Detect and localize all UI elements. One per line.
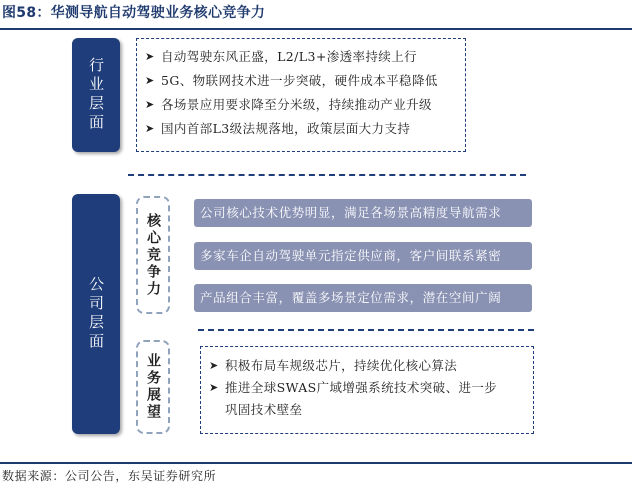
industry-point [145, 93, 457, 117]
industry-point [145, 69, 457, 93]
industry-point-text: 5G、物联网技术进一步突破，硬件成本平稳降低 [161, 73, 438, 88]
core-competitiveness-label: 核心竞争力 [136, 196, 170, 314]
arrow-bullet-icon: ➤ [209, 359, 219, 372]
arrow-bullet-icon: ➤ [145, 122, 155, 135]
core-strength-bar: 产品组合丰富，覆盖多场景定位需求，潜在空间广阔 [194, 284, 532, 312]
top-rule [0, 28, 632, 30]
bottom-rule [0, 462, 632, 464]
arrow-bullet-icon: ➤ [145, 50, 155, 63]
outlook-point-continuation: 巩固技术壁垒 [225, 402, 303, 417]
core-strength-bar: 公司核心技术优势明显，满足各场景高精度导航需求 [194, 199, 532, 227]
outlook-point-text: 推进全球SWAS广域增强系统技术突破、进一步 [225, 380, 498, 395]
business-outlook-box [200, 346, 534, 434]
arrow-bullet-icon: ➤ [145, 98, 155, 111]
core-strength-bar: 多家车企自动驾驶单元指定供应商，客户间联系紧密 [194, 242, 532, 270]
industry-point [145, 45, 457, 69]
outlook-point [209, 355, 525, 377]
business-outlook-label: 业务展望 [136, 340, 170, 434]
arrow-bullet-icon: ➤ [209, 381, 219, 394]
company-level-box: 公司层面 [72, 194, 120, 434]
industry-level-box: 行业层面 [72, 38, 120, 152]
figure-source: 数据来源：公司公告，东吴证券研究所 [2, 469, 217, 483]
industry-point-text: 自动驾驶东风正盛，L2/L3+渗透率持续上行 [161, 49, 417, 64]
industry-point [145, 117, 457, 141]
outlook-point [209, 377, 525, 399]
industry-points-box [136, 38, 466, 152]
arrow-bullet-icon: ➤ [145, 74, 155, 87]
industry-point-text: 各场景应用要求降至分米级，持续推动产业升级 [161, 97, 432, 112]
figure-title: 图58：华测导航自动驾驶业务核心竞争力 [2, 5, 266, 21]
section-divider [128, 174, 526, 176]
industry-point-text: 国内首部L3级法规落地，政策层面大力支持 [161, 121, 411, 136]
outlook-point-text: 积极布局车规级芯片，持续优化核心算法 [225, 358, 458, 373]
inner-divider [198, 329, 534, 331]
